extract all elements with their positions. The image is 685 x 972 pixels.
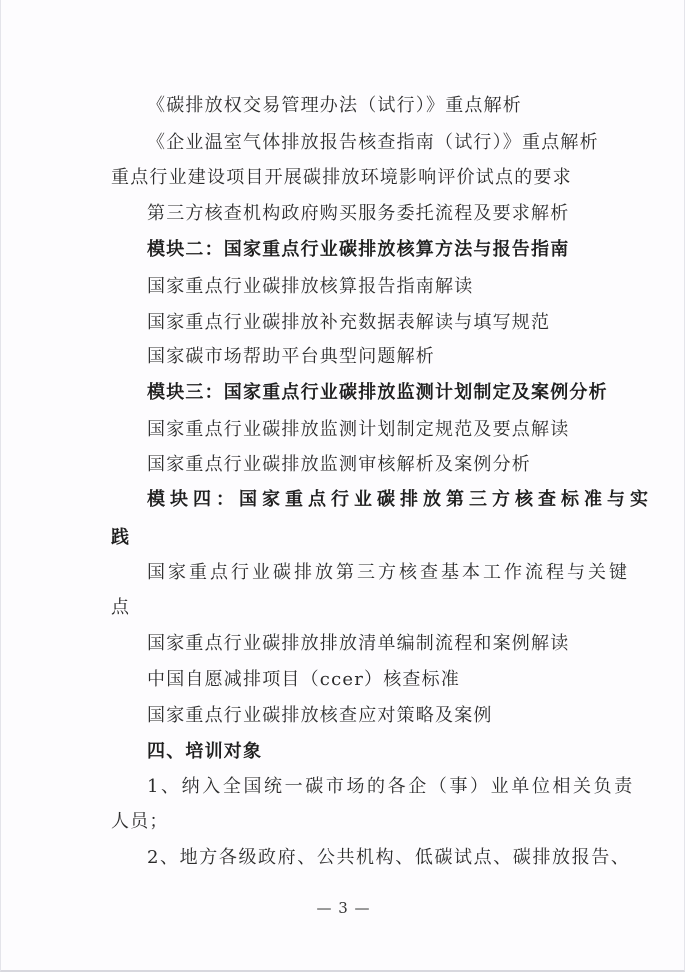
text-line: 国家碳市场帮助平台典型问题解析 [147, 346, 435, 367]
page-number: — 3 — [316, 899, 371, 917]
text-line: 1、纳入全国统一碳市场的各企（事）业单位相关负责 [147, 776, 635, 797]
text-line: 国家重点行业碳排放第三方核查基本工作流程与关键 [147, 562, 630, 583]
text-line: 重点行业建设项目开展碳排放环境影响评价试点的要求 [111, 167, 572, 188]
text-line: 《碳排放权交易管理办法（试行）》重点解析 [147, 95, 522, 116]
text-line: 中国自愿减排项目（ccer）核查标准 [147, 669, 461, 690]
section-heading: 模块四：国家重点行业碳排放第三方核查标准与实 [147, 489, 653, 510]
text-line-continuation: 人员； [111, 811, 169, 832]
text-line: 国家重点行业碳排放监测计划制定规范及要点解读 [147, 419, 570, 440]
text-line-continuation: 点 [111, 597, 131, 618]
text-line: 2、地方各级政府、公共机构、低碳试点、碳排放报告、 [147, 847, 631, 868]
text-line: 国家重点行业碳排放补充数据表解读与填写规范 [147, 312, 551, 333]
section-heading-continuation: 践 [111, 527, 131, 548]
section-heading: 模块二：国家重点行业碳排放核算方法与报告指南 [147, 239, 570, 260]
text-line: 国家重点行业碳排放监测审核解析及案例分析 [147, 454, 531, 475]
section-heading: 四、培训对象 [147, 741, 263, 762]
text-line: 国家重点行业碳排放核查应对策略及案例 [147, 705, 493, 726]
text-line: 国家重点行业碳排放排放清单编制流程和案例解读 [147, 633, 570, 654]
section-heading: 模块三：国家重点行业碳排放监测计划制定及案例分析 [147, 382, 608, 403]
text-line: 国家重点行业碳排放核算报告指南解读 [147, 276, 474, 297]
text-line: 《企业温室气体排放报告核查指南（试行）》重点解析 [147, 132, 599, 153]
text-line: 第三方核查机构政府购买服务委托流程及要求解析 [147, 203, 570, 224]
